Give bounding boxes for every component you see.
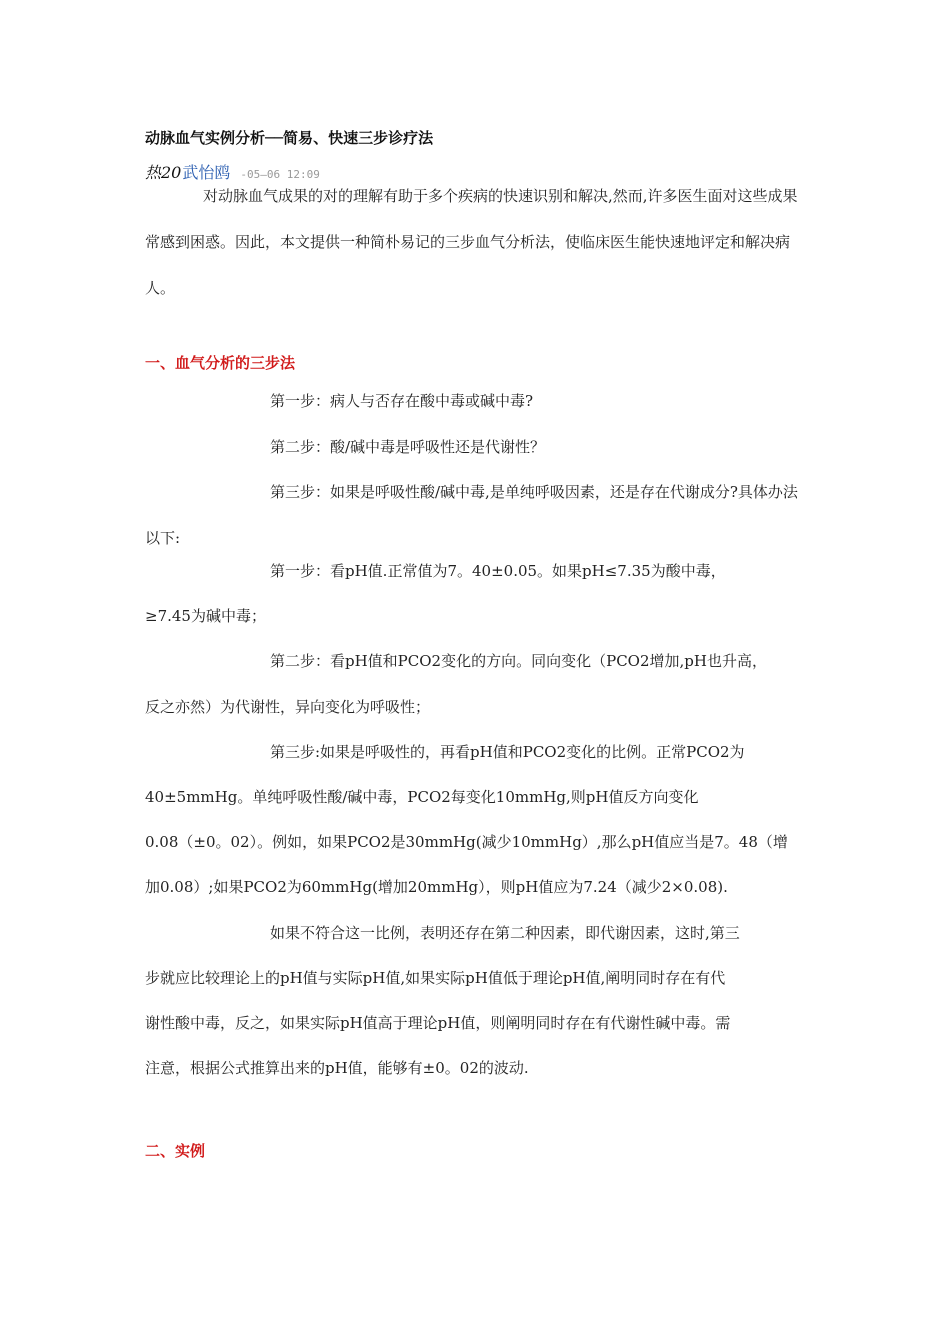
method-line: 步就应比较理论上的pH值与实际pH值,如果实际pH值低于理论pH值,阐明同时存在有代	[145, 968, 726, 987]
method-line: 第一步：看pH值.正常值为7。40±0.05。如果pH≤7.35为酸中毒，	[270, 562, 726, 580]
method-line: 40±5mmHg。单纯呼吸性酸/碱中毒，PCO2每变化10mmHg,则pH值反方向变化	[145, 788, 699, 807]
step-item: 第一步：病人与否存在酸中毒或碱中毒?	[270, 392, 534, 410]
method-line: 谢性酸中毒，反之，如果实际pH值高于理论pH值，则阐明同时存在有代谢性碱中毒。需	[145, 1014, 731, 1033]
author-link[interactable]: 武怡鸥	[182, 163, 231, 182]
method-line: 第二步：看pH值和PCO2变化的方向。同向变化（PCO2增加,pH也升高，	[270, 652, 767, 671]
method-description	[145, 549, 810, 1091]
step-item: 第二步：酸/碱中毒是呼吸性还是代谢性？	[270, 437, 546, 456]
post-date: -05—06 12:09	[240, 168, 320, 181]
intro-paragraph: 对动脉血气成果的对的理解有助于多个疾病的快速识别和解决,然而,许多医生面对这些成果常感到困惑。因此，本文提供一种简朴易记的三步血气分析法，使临床医生能快速地评定和解决病人。	[145, 187, 798, 297]
step-item: 第三步：如果是呼吸性酸/碱中毒,是单纯呼吸因素，还是存在代谢成分?具体办法以下:	[145, 483, 798, 547]
section-heading-2: 二、实例	[145, 1142, 206, 1160]
method-line: 第三步:如果是呼吸性的，再看pH值和PCO2变化的比例。正常PCO2为	[270, 742, 745, 761]
method-line: ≥7.45为碱中毒；	[145, 607, 266, 626]
section-heading-1: 一、血气分析的三步法	[145, 354, 296, 372]
method-line: 如果不符合这一比例，表明还存在第二种因素，即代谢因素，这时,第三	[270, 923, 740, 942]
method-line: 0.08（±0。02）。例如，如果PCO2是30mmHg(减少10mmHg）,那么pH值应当是7。48（增	[145, 833, 788, 852]
method-line: 加0.08）;如果PCO2为60mmHg(增加20mmHg），则pH值应为7.24（减少2×0.08).	[145, 878, 728, 897]
byline-prefix: 热20	[145, 163, 182, 182]
three-steps-list	[145, 379, 810, 561]
method-line: 注意，根据公式推算出来的pH值，能够有±0。02的波动.	[145, 1059, 529, 1078]
article-title: 动脉血气实例分析──简易、快速三步诊疗法	[145, 129, 434, 147]
method-line: 反之亦然）为代谢性，异向变化为呼吸性；	[145, 697, 431, 716]
